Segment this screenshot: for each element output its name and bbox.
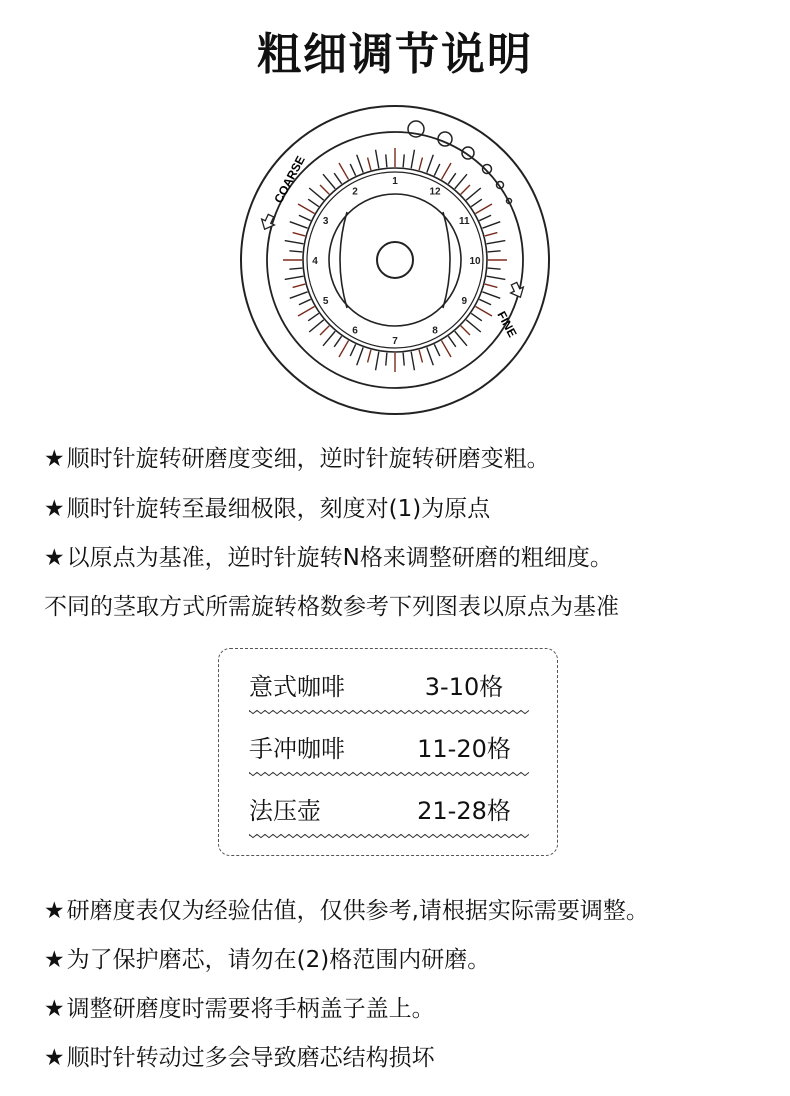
instruction-text: 以原点为基准，逆时针旋转N格来调整研磨的粗细度。 xyxy=(66,545,613,571)
dial-tick xyxy=(448,336,455,347)
note-line-3 xyxy=(44,990,435,1023)
dial-tick xyxy=(334,173,341,184)
grid-range: 3-10格 xyxy=(424,673,504,701)
grid-range: 21-28格 xyxy=(417,797,511,825)
dial-tick xyxy=(368,158,371,171)
dial-tick xyxy=(357,155,363,173)
note-text: 顺时针转动过多会导致磨芯结构损坏 xyxy=(66,1045,435,1071)
note-line-1 xyxy=(44,892,649,925)
dial-tick xyxy=(434,164,439,176)
dial-tick xyxy=(334,336,341,347)
dial-tick xyxy=(368,350,371,363)
dial-tick xyxy=(485,233,498,236)
instruction-text: 顺时针旋转研磨度变细，逆时针旋转研磨变粗。 xyxy=(66,446,550,472)
dial-tick xyxy=(482,222,500,228)
dial-tick xyxy=(376,352,379,371)
dial-tick xyxy=(320,185,329,194)
coarse-label: COARSE xyxy=(271,153,308,206)
dial-number: 2 xyxy=(352,186,358,198)
instruction-line-1 xyxy=(44,440,550,473)
dial-tick xyxy=(357,347,363,365)
dial-tick xyxy=(323,174,335,189)
dial-tick xyxy=(476,204,492,214)
instruction-text: 顺时针旋转至最细极限，刻度对(1)为原点 xyxy=(66,496,491,522)
dial-tick xyxy=(488,251,501,252)
dial-tick xyxy=(293,284,306,287)
dial-tick xyxy=(419,158,422,171)
dial-number: 6 xyxy=(352,325,358,337)
star-icon: ★ xyxy=(44,545,65,571)
dial-number: 5 xyxy=(322,296,329,307)
dial-tick xyxy=(466,320,481,332)
dial-tick xyxy=(482,292,500,298)
dial-tick xyxy=(471,313,482,320)
dial-number: 3 xyxy=(322,216,329,227)
dial-tick xyxy=(290,292,308,298)
center-hole xyxy=(377,242,413,278)
grind-table xyxy=(218,648,558,856)
dial-tick xyxy=(466,188,481,200)
dial-tick xyxy=(290,222,308,228)
dial-tick xyxy=(285,241,304,244)
table-row xyxy=(249,715,529,777)
hub-left-curve xyxy=(340,212,347,308)
dial-tick xyxy=(350,344,355,356)
dial-tick xyxy=(455,174,467,189)
dial-tick xyxy=(487,276,506,279)
dial-tick xyxy=(299,215,311,220)
dial-tick xyxy=(442,341,452,357)
dial-tick xyxy=(476,307,492,317)
method-name: 手冲咖啡 xyxy=(249,735,345,763)
method-name: 意式咖啡 xyxy=(249,673,345,701)
dial-tick xyxy=(479,299,491,304)
dial-tick xyxy=(386,154,387,167)
dial-tick xyxy=(293,233,306,236)
dial-tick xyxy=(403,154,404,167)
dial-number: 8 xyxy=(432,325,438,337)
star-icon: ★ xyxy=(44,1045,65,1071)
dial-tick xyxy=(298,204,314,214)
dial-tick xyxy=(339,341,349,357)
dial-tick xyxy=(309,320,324,332)
grind-dial-diagram xyxy=(235,100,555,420)
dial-tick xyxy=(289,268,302,269)
page-title: 粗细调节说明 xyxy=(257,29,533,80)
dial-tick xyxy=(442,163,452,179)
dial-tick xyxy=(455,331,467,346)
dial-tick xyxy=(299,299,311,304)
table-row xyxy=(249,777,529,839)
note-line-2 xyxy=(44,941,490,974)
instruction-line-3 xyxy=(44,539,613,572)
method-name: 法压壶 xyxy=(249,797,321,825)
note-text: 为了保护磨芯，请勿在(2)格范围内研磨。 xyxy=(66,947,491,973)
instruction-line-2 xyxy=(44,490,490,523)
dial-tick xyxy=(419,350,422,363)
dial-tick xyxy=(298,307,314,317)
table-intro: 不同的茎取方式所需旋转格数参考下列图表以原点为基准 xyxy=(44,594,619,620)
dial-number: 7 xyxy=(392,336,398,347)
row-divider xyxy=(249,833,529,839)
dial-tick xyxy=(309,188,324,200)
star-icon: ★ xyxy=(44,947,65,973)
dial-number: 12 xyxy=(429,186,441,198)
dial-tick xyxy=(471,199,482,206)
dial-tick xyxy=(411,150,414,169)
dial-number: 1 xyxy=(392,176,398,187)
grind-dial-svg xyxy=(235,100,555,420)
dial-tick xyxy=(434,344,439,356)
dial-tick xyxy=(308,313,319,320)
dial-tick xyxy=(427,155,433,173)
dial-tick xyxy=(350,164,355,176)
note-line-4 xyxy=(44,1039,435,1072)
dial-tick xyxy=(320,326,329,335)
fine-label: FINE xyxy=(494,308,520,340)
dial-tick xyxy=(427,347,433,365)
dial-tick xyxy=(485,284,498,287)
dial-tick xyxy=(411,352,414,371)
dial-tick xyxy=(285,276,304,279)
dial-tick xyxy=(461,185,470,194)
dial-number: 4 xyxy=(312,256,318,267)
dial-tick xyxy=(488,268,501,269)
note-text: 调整研磨度时需要将手柄盖子盖上。 xyxy=(66,996,435,1022)
dial-tick xyxy=(376,150,379,169)
hub-right-curve xyxy=(443,212,450,308)
dial-number: 9 xyxy=(461,296,468,307)
grid-range: 11-20格 xyxy=(417,735,511,763)
note-text: 研磨度表仅为经验估值，仅供参考,请根据实际需要调整。 xyxy=(66,898,649,924)
dial-tick xyxy=(339,163,349,179)
dial-tick xyxy=(479,215,491,220)
star-icon: ★ xyxy=(44,996,65,1022)
dial-tick xyxy=(461,326,470,335)
table-row xyxy=(249,653,529,715)
dial-tick xyxy=(386,353,387,366)
star-icon: ★ xyxy=(44,496,65,522)
dial-tick xyxy=(487,241,506,244)
dial-tick xyxy=(308,199,319,206)
size-dot-2 xyxy=(438,132,452,146)
dial-tick xyxy=(403,353,404,366)
dial-tick xyxy=(323,331,335,346)
star-icon: ★ xyxy=(44,446,65,472)
dial-number: 10 xyxy=(469,256,481,267)
dial-number: 11 xyxy=(458,216,470,227)
dial-tick xyxy=(289,251,302,252)
dial-tick xyxy=(448,173,455,184)
star-icon: ★ xyxy=(44,898,65,924)
